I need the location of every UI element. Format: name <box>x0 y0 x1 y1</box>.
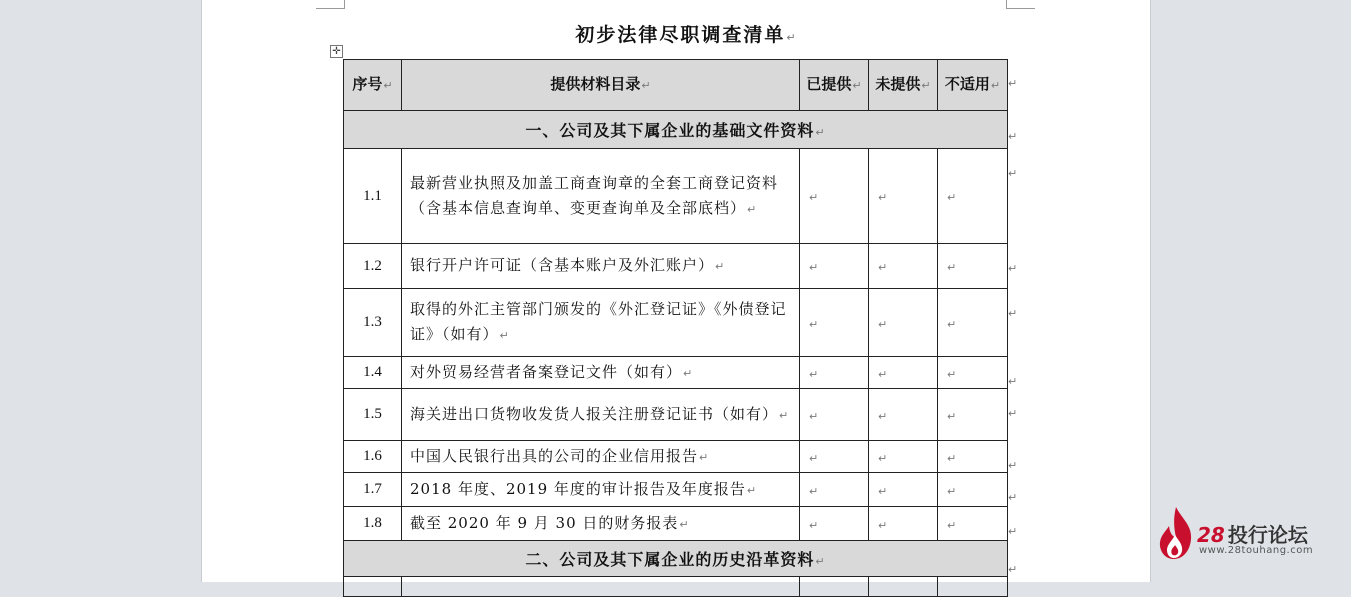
not-provided-cell[interactable]: ↵ <box>869 244 938 289</box>
item-text: 银行开户许可证（含基本账户及外汇账户）↵ <box>402 244 800 289</box>
provided-cell[interactable]: ↵ <box>800 289 869 357</box>
na-cell[interactable]: ↵ <box>938 389 1008 441</box>
na-cell[interactable]: ↵ <box>938 149 1008 244</box>
provided-cell[interactable]: ↵ <box>800 473 869 507</box>
na-cell[interactable]: ↵ <box>938 507 1008 541</box>
section-title: 一、公司及其下属企业的基础文件资料↵ <box>344 111 1008 149</box>
row-end-mark: ↵ <box>1008 491 1018 504</box>
row-end-mark: ↵ <box>1008 407 1018 420</box>
not-provided-cell[interactable]: ↵ <box>869 473 938 507</box>
provided-cell[interactable]: ↵ <box>800 507 869 541</box>
table-row <box>344 577 1008 597</box>
item-number: 1.3 <box>344 289 402 357</box>
table-row <box>344 473 1008 507</box>
item-number: 1.4 <box>344 357 402 389</box>
header-material: 提供材料目录↵ <box>402 60 800 111</box>
table-row <box>344 244 1008 289</box>
not-provided-cell[interactable]: ↵ <box>869 507 938 541</box>
na-cell[interactable]: ↵ <box>938 357 1008 389</box>
item-text: 2018 年度、2019 年度的审计报告及年度报告↵ <box>402 473 800 507</box>
item-text: 取得的外汇主管部门颁发的《外汇登记证》《外债登记证》（如有）↵ <box>402 289 800 357</box>
section-title: 二、公司及其下属企业的历史沿革资料↵ <box>344 541 1008 577</box>
row-end-mark: ↵ <box>1008 459 1018 472</box>
table-row <box>344 149 1008 244</box>
not-provided-cell[interactable]: ↵ <box>869 289 938 357</box>
not-provided-cell[interactable]: ↵ <box>869 149 938 244</box>
item-text: 海关进出口货物收发货人报关注册登记证书（如有）↵ <box>402 389 800 441</box>
not-provided-cell[interactable]: ↵ <box>869 357 938 389</box>
row-end-mark: ↵ <box>1008 375 1018 388</box>
row-end-mark: ↵ <box>1008 307 1018 320</box>
provided-cell[interactable]: ↵ <box>800 244 869 289</box>
row-end-mark: ↵ <box>1008 262 1018 275</box>
provided-cell[interactable]: ↵ <box>800 149 869 244</box>
not-provided-cell[interactable]: ↵ <box>869 441 938 473</box>
row-end-mark: ↵ <box>1008 525 1018 538</box>
watermark-url: www.28touhang.com <box>1199 545 1314 556</box>
header-na: 不适用↵ <box>938 60 1008 111</box>
crop-mark-left <box>316 0 345 9</box>
crop-mark-right <box>1006 0 1035 9</box>
flame-icon <box>1157 505 1195 561</box>
document-title: 初步法律尽职调查清单↵ <box>575 24 798 46</box>
table-row <box>344 441 1008 473</box>
row-end-mark: ↵ <box>1008 563 1018 576</box>
row-end-mark: ↵ <box>1008 167 1018 180</box>
item-number: 1.6 <box>344 441 402 473</box>
table-row <box>344 289 1008 357</box>
item-number: 1.8 <box>344 507 402 541</box>
provided-cell[interactable]: ↵ <box>800 357 869 389</box>
na-cell[interactable]: ↵ <box>938 441 1008 473</box>
na-cell[interactable]: ↵ <box>938 244 1008 289</box>
item-number: 1.2 <box>344 244 402 289</box>
watermark-title: 28 投行论坛 <box>1197 523 1308 547</box>
table-row <box>344 357 1008 389</box>
not-provided-cell[interactable]: ↵ <box>869 389 938 441</box>
header-not-provided: 未提供↵ <box>869 60 938 111</box>
row-end-mark: ↵ <box>1008 130 1018 143</box>
item-text: 对外贸易经营者备案登记文件（如有）↵ <box>402 357 800 389</box>
due-diligence-table <box>343 59 1008 597</box>
na-cell[interactable]: ↵ <box>938 473 1008 507</box>
row-end-mark: ↵ <box>1008 77 1018 90</box>
item-number: 1.7 <box>344 473 402 507</box>
item-text: 截至 2020 年 9 月 30 日的财务报表↵ <box>402 507 800 541</box>
header-no: 序号↵ <box>344 60 402 111</box>
provided-cell[interactable]: ↵ <box>800 389 869 441</box>
item-number: 1.1 <box>344 149 402 244</box>
item-text: 最新营业执照及加盖工商查询章的全套工商登记资料（含基本信息查询单、变更查询单及全部底档）↵ <box>402 149 800 244</box>
table-move-handle-icon[interactable]: ✛ <box>330 45 343 58</box>
item-number: 1.5 <box>344 389 402 441</box>
item-text: 中国人民银行出具的公司的企业信用报告↵ <box>402 441 800 473</box>
table-header-row <box>344 60 1008 111</box>
provided-cell[interactable]: ↵ <box>800 441 869 473</box>
watermark-logo <box>1157 505 1337 565</box>
section-row-1 <box>344 111 1008 149</box>
section-row-2 <box>344 541 1008 577</box>
na-cell[interactable]: ↵ <box>938 289 1008 357</box>
header-provided: 已提供↵ <box>800 60 869 111</box>
table-row <box>344 389 1008 441</box>
table-row <box>344 507 1008 541</box>
